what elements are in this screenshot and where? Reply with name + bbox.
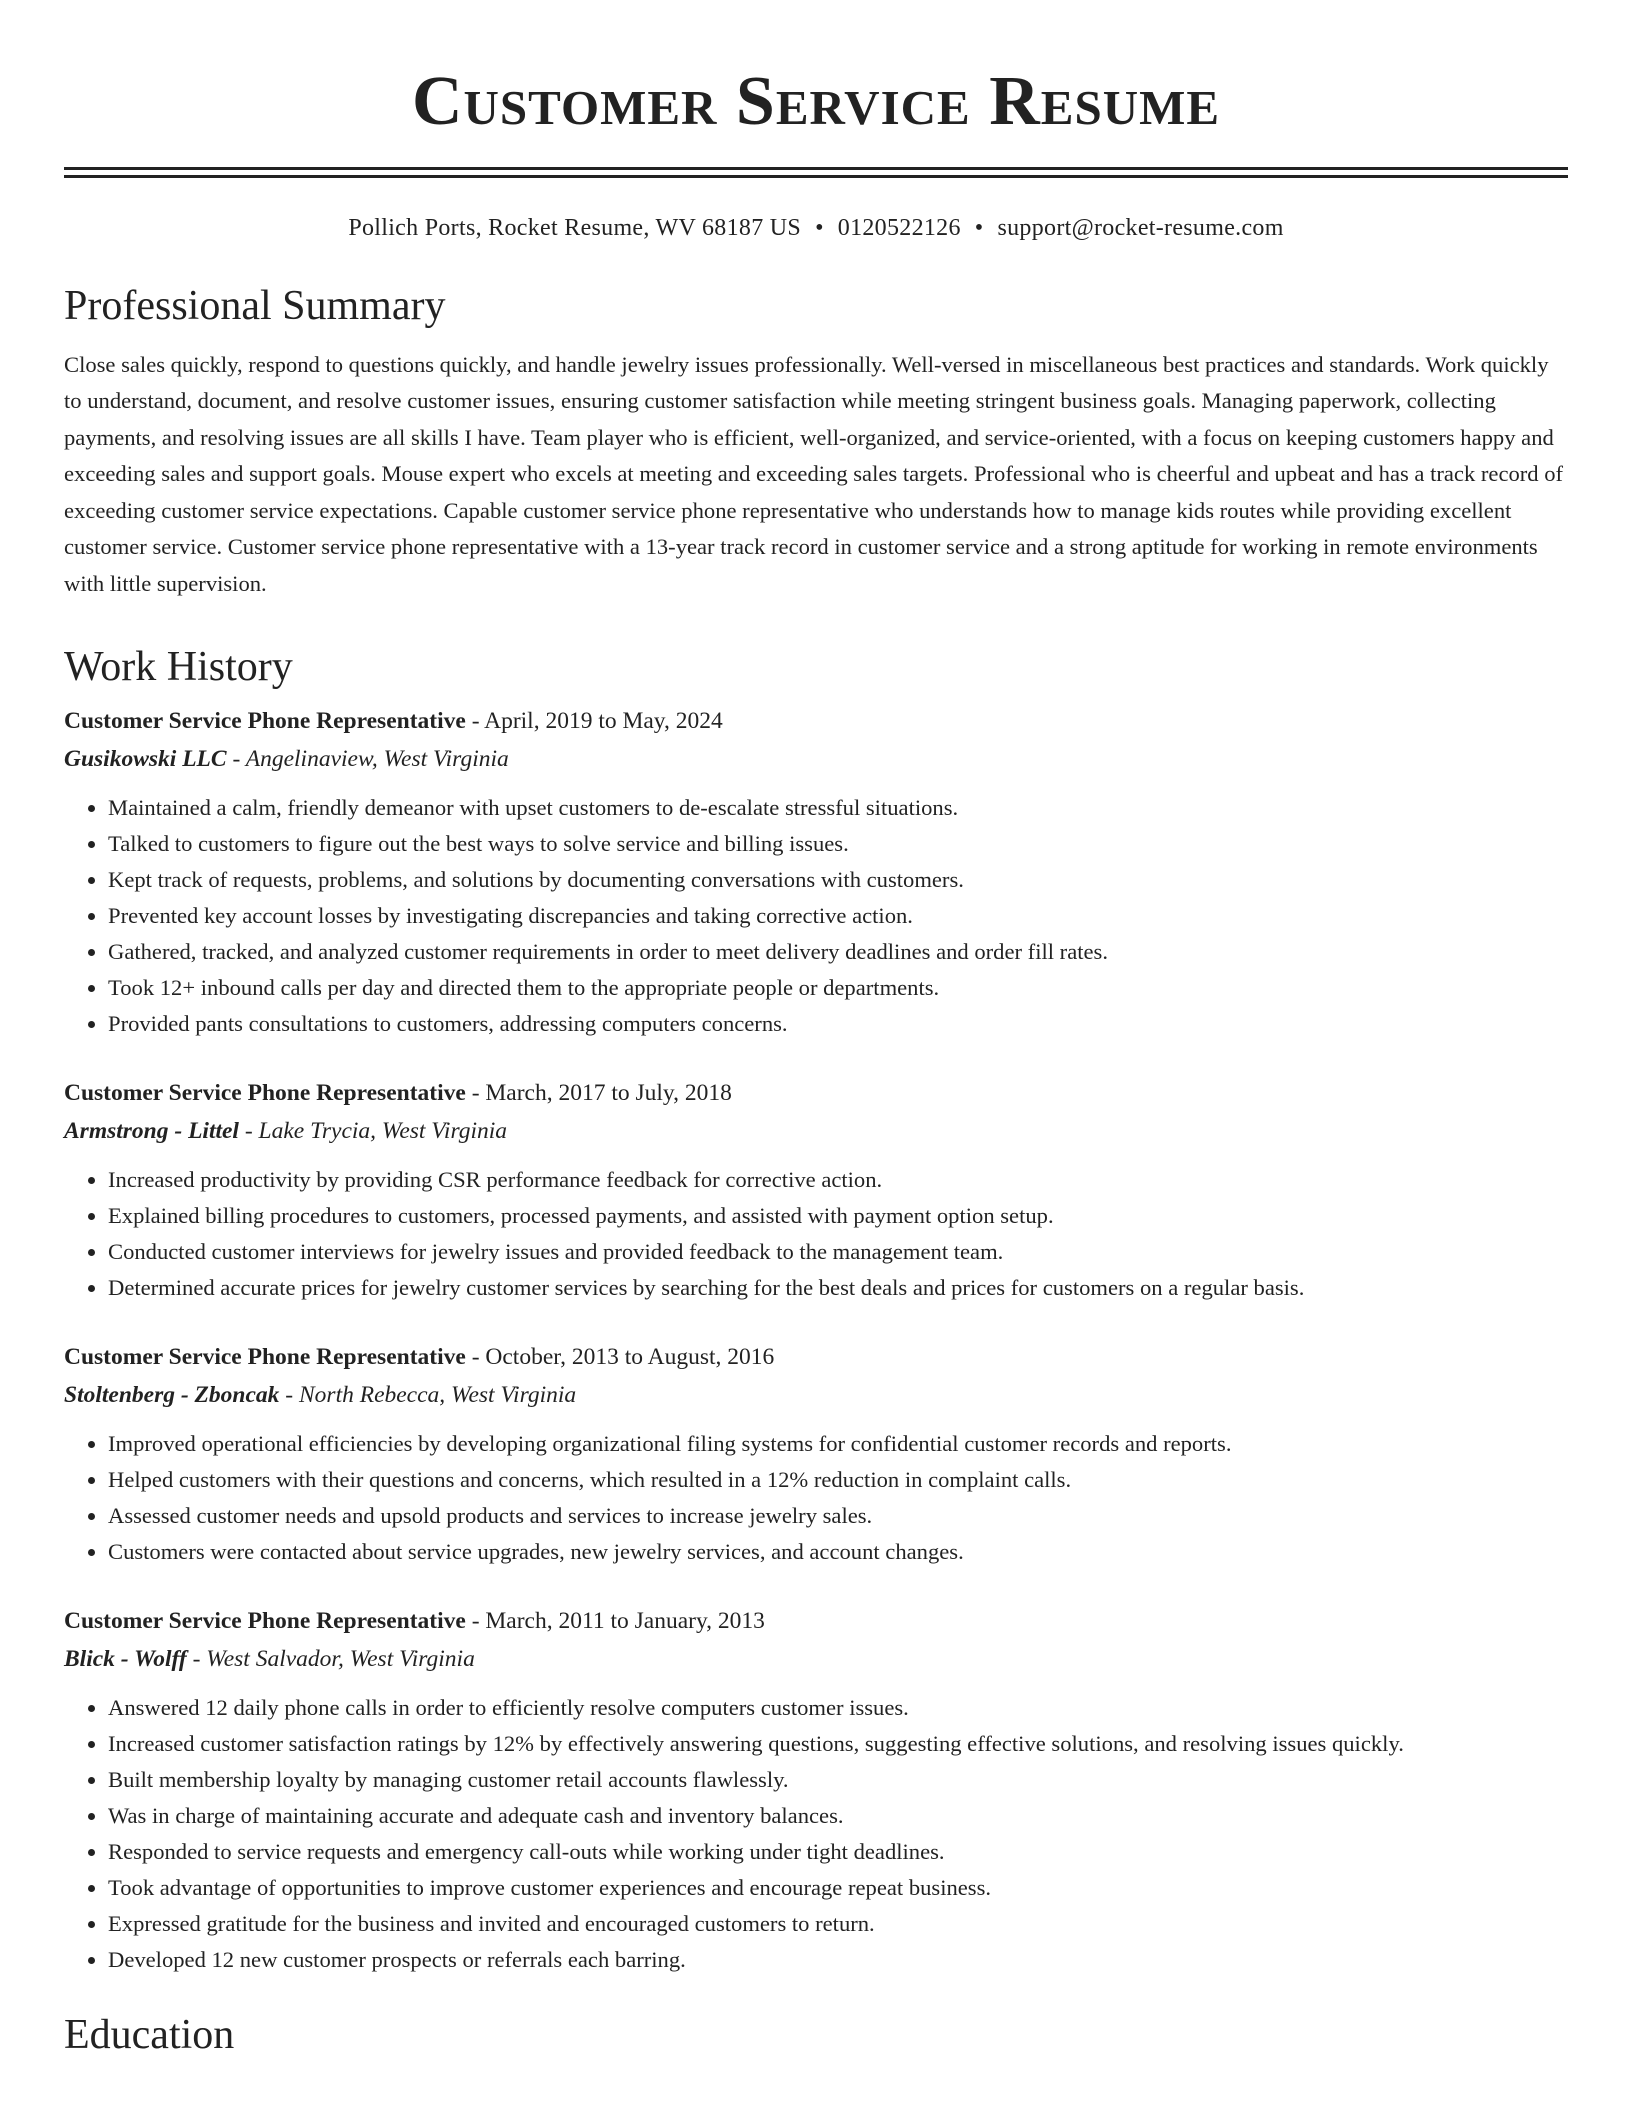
- job-bullet: • Built membership loyalty by managing customer retail accounts flawlessly.: [108, 1762, 1568, 1798]
- job-company: Gusikowski LLC: [64, 746, 227, 773]
- job-title-line: [64, 702, 1568, 740]
- job-dates: - March, 2011 to January, 2013: [465, 1608, 765, 1635]
- job-dates: - October, 2013 to August, 2016: [465, 1344, 775, 1371]
- job-entry: [64, 702, 1568, 1042]
- job-location: - Lake Trycia, West Virginia: [238, 1118, 508, 1145]
- job-bullet: • Conducted customer interviews for jewelry issues and provided feedback to the management team.: [108, 1234, 1568, 1270]
- contact-separator: •: [815, 215, 824, 241]
- job-entry: [64, 1338, 1568, 1570]
- contact-phone: 0120522126: [837, 215, 961, 241]
- section-heading-work-history: Work History: [64, 644, 293, 691]
- job-bullet: • Increased customer satisfaction ratings by 12% by effectively answering questions, suggesting effective solutions, and resolving issues quickly.: [108, 1726, 1568, 1762]
- job-role: Customer Service Phone Representative: [64, 1080, 466, 1107]
- title-divider-top: [64, 167, 1568, 170]
- job-bullet: • Determined accurate prices for jewelry customer services by searching for the best deals and prices for customers on a regular basis.: [108, 1270, 1568, 1306]
- job-bullet: • Explained billing procedures to customers, processed payments, and assisted with payment option setup.: [108, 1198, 1568, 1234]
- job-role: Customer Service Phone Representative: [64, 708, 466, 735]
- job-title-line: [64, 1074, 1568, 1112]
- section-heading-summary: Professional Summary: [64, 282, 446, 329]
- job-bullet: • Answered 12 daily phone calls in order to efficiently resolve computers customer issues.: [108, 1690, 1568, 1726]
- job-bullets: [64, 790, 1568, 1042]
- job-entry: [64, 1602, 1568, 1978]
- job-role: Customer Service Phone Representative: [64, 1344, 466, 1371]
- job-company-line: [64, 1640, 1568, 1678]
- job-company: Blick - Wolff: [64, 1646, 187, 1673]
- job-title-line: [64, 1338, 1568, 1376]
- job-dates: - April, 2019 to May, 2024: [465, 708, 723, 735]
- job-company-line: [64, 740, 1568, 778]
- job-entry: [64, 1074, 1568, 1306]
- contact-address: Pollich Ports, Rocket Resume, WV 68187 US: [348, 215, 802, 241]
- job-bullet: • Gathered, tracked, and analyzed customer requirements in order to meet delivery deadlines and order fill rates.: [108, 934, 1568, 970]
- title-divider-bottom: [64, 175, 1568, 178]
- contact-email: support@rocket-resume.com: [997, 215, 1284, 241]
- job-location: - North Rebecca, West Virginia: [279, 1382, 577, 1409]
- job-bullet: • Talked to customers to figure out the best ways to solve service and billing issues.: [108, 826, 1568, 862]
- job-title-line: [64, 1602, 1568, 1640]
- job-company: Stoltenberg - Zboncak: [64, 1382, 280, 1409]
- job-bullets: [64, 1690, 1568, 1978]
- section-heading-education: Education: [64, 2012, 235, 2059]
- job-bullet: • Expressed gratitude for the business and invited and encouraged customers to return.: [108, 1906, 1568, 1942]
- job-bullets: [64, 1162, 1568, 1306]
- job-bullet: • Improved operational efficiencies by developing organizational filing systems for confidential customer records and reports.: [108, 1426, 1568, 1462]
- job-bullet: • Maintained a calm, friendly demeanor with upset customers to de-escalate stressful situations.: [108, 790, 1568, 826]
- job-bullets: [64, 1426, 1568, 1570]
- job-company: Armstrong - Littel: [64, 1118, 239, 1145]
- job-bullet: • Was in charge of maintaining accurate and adequate cash and inventory balances.: [108, 1798, 1568, 1834]
- job-bullet: • Took 12+ inbound calls per day and directed them to the appropriate people or departments.: [108, 970, 1568, 1006]
- job-location: - West Salvador, West Virginia: [186, 1646, 475, 1673]
- job-location: - Angelinaview, West Virginia: [226, 746, 509, 773]
- job-bullet: • Responded to service requests and emergency call-outs while working under tight deadlines.: [108, 1834, 1568, 1870]
- job-company-line: [64, 1112, 1568, 1150]
- contact-separator: •: [974, 215, 984, 241]
- job-company-line: [64, 1376, 1568, 1414]
- contact-line: [64, 214, 1568, 243]
- job-bullet: • Customers were contacted about service upgrades, new jewelry services, and account changes.: [108, 1534, 1568, 1570]
- job-bullet: • Prevented key account losses by investigating discrepancies and taking corrective action.: [108, 898, 1568, 934]
- resume-title: Customer Service Resume: [411, 63, 1221, 140]
- job-bullet: • Helped customers with their questions and concerns, which resulted in a 12% reduction in complaint calls.: [108, 1462, 1568, 1498]
- summary-text: Close sales quickly, respond to questions quickly, and handle jewelry issues professionally. Well-versed in miscellaneous best practices and standards. Work quickly to understand, document, and resolve customer issues, ensuring customer satisfaction while meeting stringent business goals. Managing paperwork, collecting payments, and resolving issues are all skills I have. Team player who is efficient, well-organized, and service-oriented, with a focus on keeping customers happy and exceeding sales and support goals. Mouse expert who excels at meeting and exceeding sales targets. Professional who is cheerful and upbeat and has a track record of exceeding customer service expectations. Capable customer service phone representative who understands how to manage kids routes while providing excellent customer service. Customer service phone representative with a 13-year track record in customer service and a strong aptitude for working in remote environments with little supervision.: [64, 351, 1564, 596]
- job-role: Customer Service Phone Representative: [64, 1608, 466, 1635]
- job-dates: - March, 2017 to July, 2018: [465, 1080, 732, 1107]
- job-bullet: • Developed 12 new customer prospects or referrals each barring.: [108, 1942, 1568, 1978]
- job-bullet: • Provided pants consultations to customers, addressing computers concerns.: [108, 1006, 1568, 1042]
- job-bullet: • Kept track of requests, problems, and solutions by documenting conversations with customers.: [108, 862, 1568, 898]
- job-bullet: • Assessed customer needs and upsold products and services to increase jewelry sales.: [108, 1498, 1568, 1534]
- job-bullet: • Took advantage of opportunities to improve customer experiences and encourage repeat business.: [108, 1870, 1568, 1906]
- job-bullet: • Increased productivity by providing CSR performance feedback for corrective action.: [108, 1162, 1568, 1198]
